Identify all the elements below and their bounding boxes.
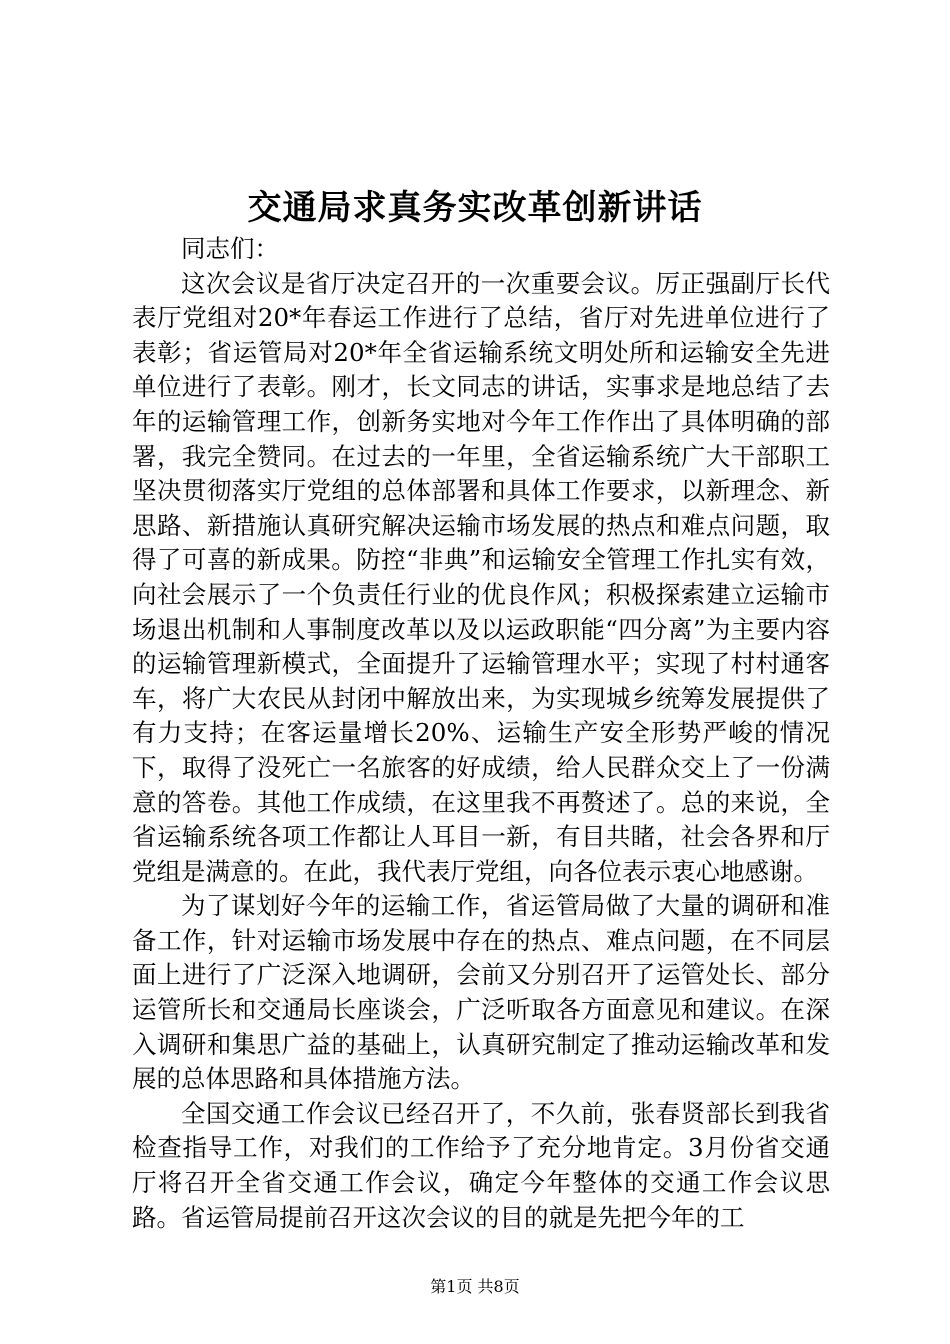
salutation: 同志们： xyxy=(181,234,279,263)
page-footer: 第1页 共8页 xyxy=(430,1277,520,1296)
document-title: 交通局求真务实改革创新讲话 xyxy=(247,188,703,228)
document-body xyxy=(132,232,830,1235)
paragraph-1: 这次会议是省厅决定召开的一次重要会议。厉正强副厅长代表厅党组对20*年春运工作进行了总结，省厅对先进单位进行了表彰；省运管局对20*年全省运输系统文明处所和运输安全先进单位进行了表彰。刚才，长文同志的讲话，实事求是地总结了去年的运输管理工作，创新务实地对今年工作作出了具体明确的部署，我完全赞同。在过去的一年里，全省运输系统广大干部职工坚决贯彻落实厅党组的总体部署和具体工作要求，以新理念、新思路、新措施认真研究解决运输市场发展的热点和难点问题，取得了可喜的新成果。防控“非典”和运输安全管理工作扎实有效，向社会展示了一个负责任行业的优良作风；积极探索建立运输市场退出机制和人事制度改革以及以运政职能“四分离”为主要内容的运输管理新模式，全面提升了运输管理水平；实现了村村通客车，将广大农民从封闭中解放出来，为实现城乡统筹发展提供了有力支持；在客运量增长20%、运输生产安全形势严峻的情况下，取得了没死亡一名旅客的好成绩，给人民群众交上了一份满意的答卷。其他工作成绩，在这里我不再赘述了。总的来说，全省运输系统各项工作都让人耳目一新，有目共睹，社会各界和厅党组是满意的。在此，我代表厅党组，向各位表示衷心地感谢。 xyxy=(132,268,830,886)
paragraph-3: 全国交通工作会议已经召开了，不久前，张春贤部长到我省检查指导工作，对我们的工作给予了充分地肯定。3月份省交通厅将召开全省交通工作会议，确定今年整体的交通工作会议思路。省运管局提前召开这次会议的目的就是先把今年的工 xyxy=(132,1098,830,1232)
paragraph-2: 为了谋划好今年的运输工作，省运管局做了大量的调研和准备工作，针对运输市场发展中存在的热点、难点问题，在不同层面上进行了广泛深入地调研，会前又分别召开了运管处长、部分运管所长和交通局长座谈会，广泛听取各方面意见和建议。在深入调研和集思广益的基础上，认真研究制定了推动运输改革和发展的总体思路和具体措施方法。 xyxy=(132,891,830,1094)
